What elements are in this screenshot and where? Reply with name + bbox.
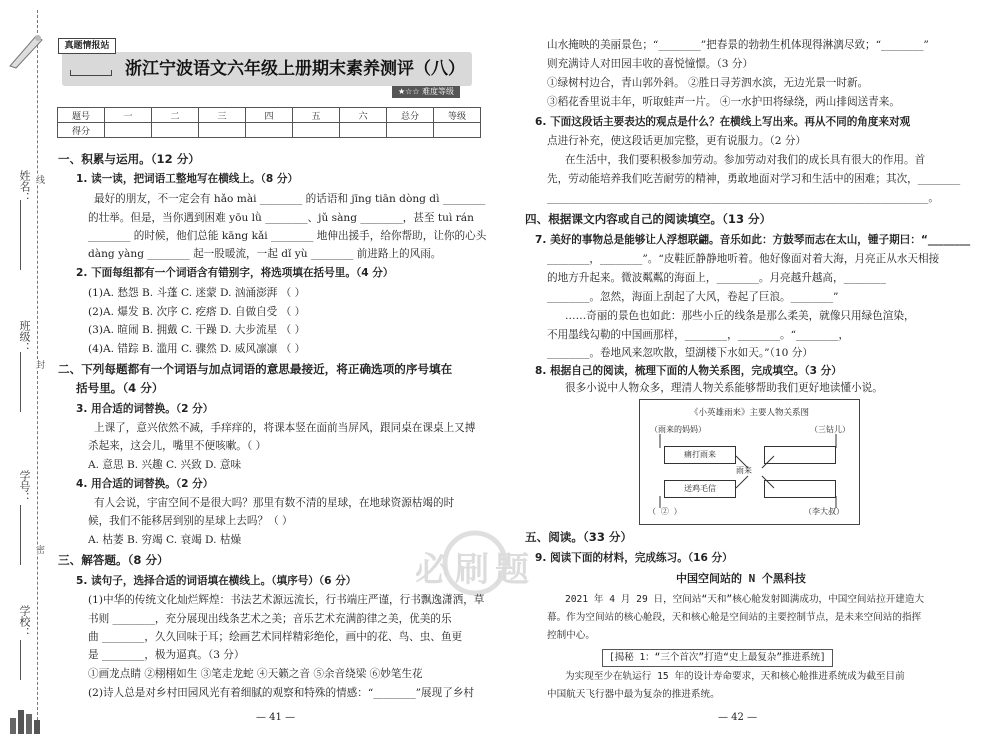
question-stem: 6. 下面这段话主要表达的观点是什么？在横线上写出来。再从不同的角度来对观	[535, 116, 911, 128]
text-line: 杀起来，这会儿，嘴里不便咳嗽。（ ）	[88, 440, 267, 452]
binding-dashed-line	[37, 10, 38, 730]
text-line: 是 ________，极为逼真。（3 分）	[88, 649, 245, 661]
answer-line[interactable]: ________________________________________________________________________。	[547, 192, 939, 204]
score-cell: 三	[199, 108, 246, 123]
score-input-cell[interactable]	[199, 123, 246, 138]
score-cell: 六	[340, 108, 387, 123]
page-number-left: — 41 —	[256, 712, 296, 723]
text-line: 不用墨线勾勒的中国画那样，________，________。“________，	[547, 329, 850, 341]
score-input-cell[interactable]	[387, 123, 434, 138]
score-cell: 得分	[58, 123, 105, 138]
score-input-cell[interactable]	[152, 123, 199, 138]
section-heading: 五、阅读。（33 分）	[525, 530, 633, 544]
score-cell: 总分	[387, 108, 434, 123]
label-top-right: （三钻儿）	[810, 425, 850, 434]
section-heading: 四、根据课文内容或自己的阅读填空。（13 分）	[525, 212, 772, 226]
option-row[interactable]: A. 意思 B. 兴趣 C. 兴致 D. 意味	[88, 459, 242, 471]
text-line: 的地方升起来。微波粼粼的海面上，________。月亮越升越高，________	[547, 272, 886, 284]
question-stem: 3. 用合适的词替换。（2 分）	[76, 403, 214, 415]
section-heading-cont: 括号里。（4 分）	[76, 381, 164, 395]
section-heading: 二、下列每题都有一个词语与加点词语的意思最接近，将正确选项的序号填在	[58, 362, 453, 376]
page-number-right: — 42 —	[718, 712, 758, 723]
text-line: 的壮举。但是，当你遇到困难 yōu lǜ ________、jǔ sàng ________，甚至 tuì rán	[88, 212, 474, 224]
page-title: 浙江宁波语文六年级上册期末素养测评（八）	[125, 59, 465, 79]
question-stem: 9. 阅读下面的材料，完成练习。（16 分）	[535, 552, 733, 564]
text-line: ________ 的时候，他们总能 kāng kǎi ________ 地伸出援手，给你帮助，让你的心头	[88, 230, 487, 242]
class-field-line[interactable]	[20, 352, 21, 412]
label-top-left: （雨来的妈妈）	[650, 425, 706, 434]
relation-box-2[interactable]	[764, 446, 836, 464]
pen-decoration-icon	[6, 30, 46, 70]
article-title: 中国空间站的 N 个黑科技	[676, 572, 806, 585]
text-line: 有人会说，宇宙空间不是很大吗？那里有数不清的星球，在地球资源枯竭的时	[94, 497, 455, 509]
section-heading: 三、解答题。（8 分）	[58, 553, 169, 567]
name-field-line[interactable]	[20, 200, 21, 270]
score-table	[57, 107, 481, 138]
text-line: 上课了，意兴依然不减，手痒痒的，将课本竖在面前当屏风，跟同桌在课桌上又搏	[94, 422, 476, 434]
text-line: 书则 ________，充分展现出线条艺术之美；音乐艺术充满韵律之美，优美的乐	[88, 613, 452, 625]
option-row: ①画龙点睛 ②栩栩如生 ③笔走龙蛇 ④天籁之音 ⑤余音绕梁 ⑥妙笔生花	[88, 668, 423, 680]
score-value-row	[58, 123, 481, 138]
relation-box-3: 送鸡毛信	[664, 480, 736, 498]
text-line: (2)诗人总是对乡村田园风光有着细腻的观察和特殊的情感：“________”展现了乡村	[88, 687, 475, 699]
text-line: 最好的朋友，不一定会有 hǎo mài ________ 的话语和 jīng tiān dòng dì ________	[94, 193, 486, 205]
question-stem: 5. 读句子，选择合适的词语填在横线上。（填序号）（6 分）	[76, 575, 357, 587]
text-line: ________，________”。“皮鞋匠静静地听着。他好像面对着大海，月亮正从水天相接	[547, 253, 940, 265]
score-cell: 五	[293, 108, 340, 123]
score-input-cell[interactable]	[340, 123, 387, 138]
question-stem: 8. 根据自己的阅读，梳理下面的人物关系图，完成填空。（3 分）	[535, 365, 842, 377]
option-row: ①绿树村边合，青山郭外斜。 ②胜日寻芳泗水滨，无边光景一时新。	[547, 77, 869, 89]
school-field-line[interactable]	[20, 640, 21, 680]
article-subheading: [揭秘 1：“三个首次”打造“史上最复杂”推进系统]	[602, 649, 833, 667]
text-line: 在生活中，我们要积极参加劳动。参加劳动对我们的成长具有很大的作用。首	[565, 154, 926, 166]
score-cell: 四	[246, 108, 293, 123]
relation-box-1: 痛打雨来	[664, 446, 736, 464]
option-row: ③稻花香里说丰年，听取蛙声一片。 ④一水护田将绿绕，两山排闼送青来。	[547, 96, 900, 108]
score-input-cell[interactable]	[105, 123, 152, 138]
score-header-row	[58, 108, 481, 123]
seal-mark-feng: 封	[34, 360, 44, 369]
text-line: 先，劳动能培养我们吃苦耐劳的精神，勇敢地面对学习和生活中的困难；其次，________	[547, 173, 961, 185]
option-row[interactable]: (4)A. 错踪 B. 滥用 C. 骤然 D. 威风凛凛 （ ）	[88, 343, 306, 355]
label-bottom-right: （李大叔）	[804, 507, 844, 516]
seal-mark-xian: 线	[34, 175, 44, 184]
center-character: 雨来	[736, 466, 752, 475]
score-cell: 二	[152, 108, 199, 123]
difficulty-badge: ★☆☆ 难度等级	[392, 86, 460, 98]
class-label: 班级：	[18, 320, 31, 353]
seal-mark-mi: 密	[34, 545, 44, 554]
text-line: 曲 ________，久久回味于耳；绘画艺术同样精彩绝伦，画中的花、鸟、虫、鱼更	[88, 631, 463, 643]
option-row[interactable]: (1)A. 愁怨 B. 斗蓬 C. 迷蒙 D. 汹涌澎湃 （ ）	[88, 287, 306, 299]
text-line: 点进行补充，使这段话更加完整，更有说服力。（2 分）	[547, 135, 807, 147]
text-line: ……奇丽的景色也如此：那些小丘的线条是那么柔美，就像只用绿色渲染，	[565, 310, 915, 322]
student-id-field-line[interactable]	[20, 505, 21, 565]
watermark-text: 必刷题	[415, 550, 535, 590]
article-line: 中国航天飞行器中最为复杂的推进系统。	[547, 689, 720, 700]
label-bottom-left[interactable]: （ ② ）	[648, 507, 682, 516]
text-line: 山水掩映的美丽景色；“________”把春景的勃勃生机体现得淋漓尽致；“________”	[547, 39, 929, 51]
article-line: 为实现至少在轨运行 15 年的设计寿命要求，天和核心舱推进系统成为截至目前	[565, 671, 905, 682]
score-input-cell[interactable]	[293, 123, 340, 138]
binding-margin	[0, 0, 52, 748]
article-line: 幕。作为空间站的核心舱段，天和核心舱是空间站的主要控制节点，是未来空间站的指挥	[547, 612, 922, 623]
relationship-diagram	[639, 399, 860, 525]
student-id-label: 学号：	[18, 470, 31, 503]
option-row[interactable]: (3)A. 暄闹 B. 拥戴 C. 干躁 D. 大步流星 （ ）	[88, 324, 306, 336]
option-row[interactable]: (2)A. 爆发 B. 次序 C. 疙瘩 D. 自做自受 （ ）	[88, 306, 306, 318]
question-stem: 4. 用合适的词替换。（2 分）	[76, 478, 214, 490]
name-label: 姓名：	[18, 170, 31, 203]
school-label: 学校：	[18, 605, 31, 638]
question-stem: 7. 美好的事物总是能够让人浮想联翩。音乐如此：方鼓琴而志在太山，锺子期曰：“________	[535, 234, 971, 246]
question-stem: 2. 下面每组都有一个词语含有错别字，将选项填在括号里。（4 分）	[76, 267, 394, 279]
article-line: 控制中心。	[547, 630, 595, 641]
relation-box-4[interactable]	[764, 480, 836, 498]
text-line: ________。卷地风来忽吹散，望湖楼下水如天。”（10 分）	[547, 347, 813, 359]
text-line: ________。忽然，海面上刮起了大风，卷起了巨浪。________”	[547, 291, 839, 303]
score-cell: 等级	[434, 108, 481, 123]
text-line: 候，我们不能移居到别的星球上去吗？（ ）	[88, 515, 293, 527]
section-heading: 一、积累与运用。（12 分）	[58, 152, 200, 166]
option-row[interactable]: A. 枯萎 B. 穷竭 C. 衰竭 D. 枯燥	[88, 534, 242, 546]
source-tag: 真题情报站	[58, 38, 116, 54]
score-input-cell[interactable]	[434, 123, 481, 138]
question-stem: 1. 读一读，把词语工整地写在横线上。（8 分）	[76, 173, 299, 185]
text-line: dàng yàng ________ 起一股暖流，一起 dǐ yù ________ 前进路上的风雨。	[88, 248, 442, 260]
building-decoration-icon	[8, 700, 44, 736]
score-input-cell[interactable]	[246, 123, 293, 138]
score-cell: 一	[105, 108, 152, 123]
article-line: 2021 年 4 月 29 日，空间站“天和”核心舱发射圆满成功，中国空间站拉开建造大	[565, 594, 925, 605]
text-line: 很多小说中人物众多，理清人物关系能够帮助我们更好地读懂小说。	[565, 382, 883, 394]
diagram-caption: 《小英雄雨来》主要人物关系图	[689, 408, 809, 418]
text-line: 则充满诗人对田园丰收的喜悦憧憬。（3 分）	[547, 58, 754, 70]
text-line: (1)中华的传统文化灿烂辉煌：书法艺术源远流长，行书端庄严谨，行书飘逸潇洒，草	[88, 594, 485, 606]
score-cell: 题号	[58, 108, 105, 123]
banner-bracket-icon	[70, 70, 112, 76]
